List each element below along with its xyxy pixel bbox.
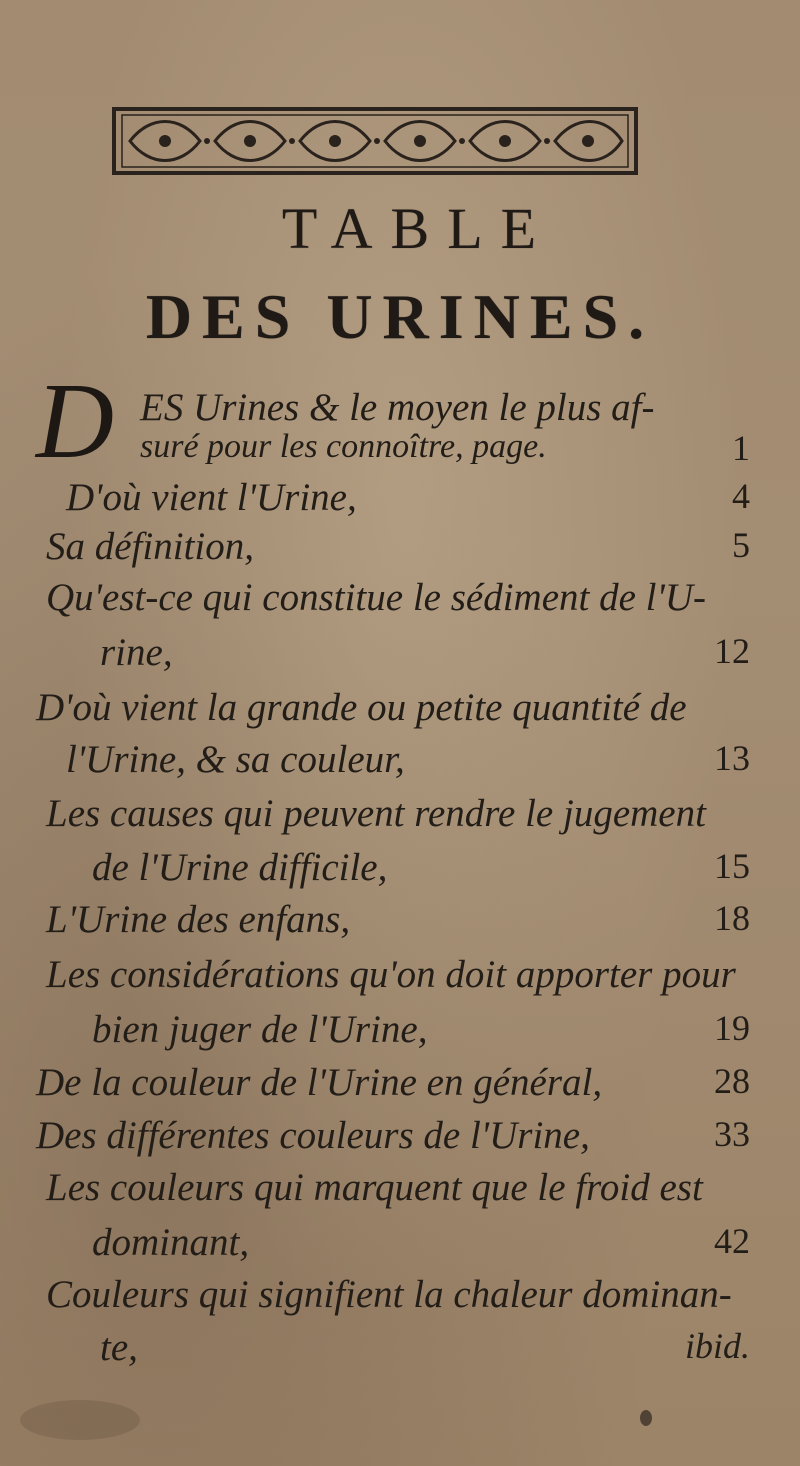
- ink-spot: [640, 1410, 652, 1426]
- list-item: Les causes qui peuvent rendre le jugement: [46, 792, 706, 835]
- page-number: 33: [714, 1114, 750, 1154]
- page-number: 42: [714, 1221, 750, 1261]
- list-item: de l'Urine difficile,: [92, 846, 388, 889]
- list-item: Qu'est-ce qui constitue le sédiment de l'U-: [46, 576, 706, 619]
- list-item: Les considérations qu'on doit apporter pour: [46, 953, 736, 996]
- page-number: 1: [732, 428, 750, 468]
- page-number: 5: [732, 525, 750, 565]
- list-item: Couleurs qui signifient la chaleur dominan-: [46, 1273, 732, 1316]
- list-item: Les couleurs qui marquent que le froid est: [46, 1166, 703, 1209]
- list-item: dominant,: [92, 1221, 250, 1264]
- page-number: ibid.: [684, 1326, 750, 1366]
- list-item: te,: [100, 1326, 138, 1369]
- page-title: TABLE: [281, 196, 555, 261]
- list-item: D'où vient la grande ou petite quantité de: [36, 686, 687, 729]
- list-item: Des différentes couleurs de l'Urine,: [36, 1114, 590, 1157]
- page-number: 18: [714, 898, 750, 938]
- page-subtitle: DES URINES.: [145, 281, 655, 352]
- list-item: D'où vient l'Urine,: [66, 476, 357, 519]
- list-item: suré pour les connoître, page.: [140, 428, 547, 465]
- page-number: 4: [732, 476, 750, 516]
- page-number: 15: [714, 846, 750, 886]
- page-number: 13: [714, 738, 750, 778]
- drop-cap: D: [36, 362, 114, 481]
- page-number: 12: [714, 631, 750, 671]
- page-number: 28: [714, 1061, 750, 1101]
- list-item: L'Urine des enfans,: [46, 898, 351, 941]
- list-item: De la couleur de l'Urine en général,: [36, 1061, 603, 1104]
- list-item: Sa définition,: [46, 525, 254, 568]
- list-item: ES Urines & le moyen le plus af-: [140, 386, 655, 429]
- list-item: l'Urine, & sa couleur,: [66, 738, 405, 781]
- list-item: bien juger de l'Urine,: [92, 1008, 428, 1051]
- list-item: rine,: [100, 631, 173, 674]
- paper-stain: [20, 1400, 140, 1440]
- page-number: 19: [714, 1008, 750, 1048]
